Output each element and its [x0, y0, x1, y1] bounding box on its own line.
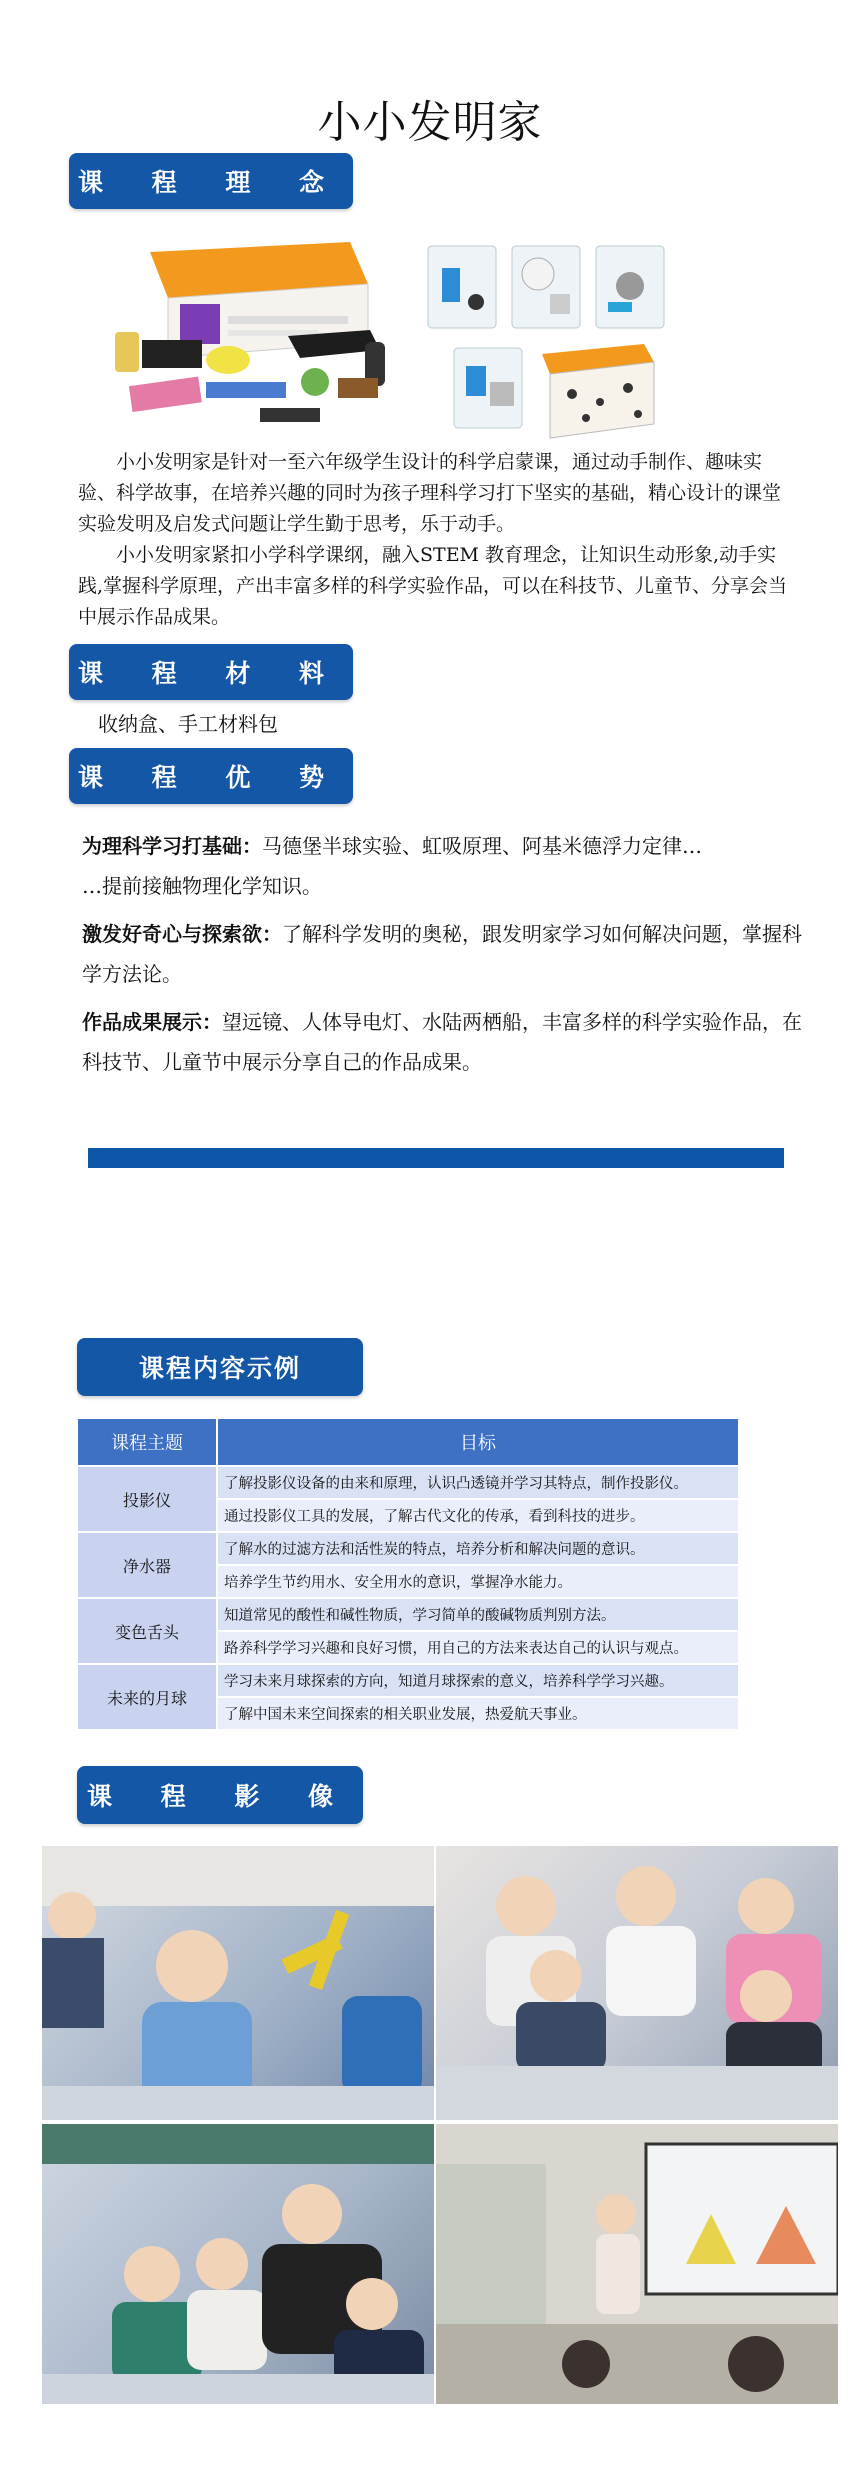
- section-concept-heading: 课 程 理 念: [69, 153, 353, 209]
- advantage-label: 激发好奇心与探索欲：: [82, 922, 282, 946]
- advantage-text: 了解科学发明的奥秘，跟发明家学习如何解决问题，掌握科学方法论。: [82, 922, 802, 986]
- advantage-item: [82, 866, 802, 906]
- table-topic: 未来的月球: [78, 1665, 216, 1729]
- table-goal: 培养学生节约用水、安全用水的意识，掌握净水能力。: [218, 1566, 738, 1597]
- materials-text: 收纳盒、手工材料包: [98, 712, 278, 736]
- classroom-photo: [436, 1846, 838, 2120]
- photo-scene: [42, 1846, 434, 2120]
- table-header-topic: 课程主题: [78, 1419, 216, 1465]
- advantage-text: 马德堡半球实验、虹吸原理、阿基米德浮力定律…: [262, 834, 702, 858]
- concept-text: [78, 447, 790, 633]
- table-topic: 投影仪: [78, 1467, 216, 1531]
- product-images: [110, 232, 750, 442]
- page-title: 小小发明家: [317, 97, 543, 148]
- table-header-goal: 目标: [218, 1419, 738, 1465]
- table-row: [78, 1467, 738, 1498]
- table-goal: 了解投影仪设备的由来和原理，认识凸透镜并学习其特点，制作投影仪。: [218, 1467, 738, 1498]
- table-goal: 了解水的过滤方法和活性炭的特点，培养分析和解决问题的意识。: [218, 1533, 738, 1564]
- concept-paragraph: 小小发明家是针对一至六年级学生设计的科学启蒙课，通过动手制作、趣味实验、科学故事，在培养兴趣的同时为孩子理科学习打下坚实的基础，精心设计的课堂实验发明及启发式问题让学生勤于思考，乐于动手。: [78, 451, 782, 535]
- section-photos-heading: 课 程 影 像: [77, 1766, 363, 1824]
- advantage-label: 作品成果展示：: [82, 1010, 222, 1034]
- table-row: [78, 1533, 738, 1564]
- section-materials-heading: 课 程 材 料: [69, 644, 353, 700]
- table-row: [78, 1599, 738, 1630]
- divider-bar: [88, 1148, 784, 1168]
- course-table: [76, 1417, 740, 1731]
- table-goal: 知道常见的酸性和碱性物质，学习简单的酸碱物质判别方法。: [218, 1599, 738, 1630]
- section-advantages-heading: 课 程 优 势: [69, 748, 353, 804]
- classroom-photo: [436, 2124, 838, 2404]
- table-row: [78, 1665, 738, 1696]
- advantage-text: 望远镜、人体导电灯、水陆两栖船，丰富多样的科学实验作品，在科技节、儿童节中展示分享自己的作品成果。: [82, 1010, 802, 1074]
- table-topic: 净水器: [78, 1533, 216, 1597]
- table-goal: 了解中国未来空间探索的相关职业发展，热爱航天事业。: [218, 1698, 738, 1729]
- advantage-label: 为理科学习打基础：: [82, 834, 262, 858]
- advantage-text: …提前接触物理化学知识。: [82, 874, 322, 898]
- advantages-list: [82, 826, 802, 1090]
- kit-illustration: [110, 232, 750, 442]
- table-goal: 路养科学学习兴趣和良好习惯，用自己的方法来表达自己的认识与观点。: [218, 1632, 738, 1663]
- advantage-item: [82, 1002, 802, 1082]
- table-topic: 变色舌头: [78, 1599, 216, 1663]
- table-goal: 通过投影仪工具的发展，了解古代文化的传承，看到科技的进步。: [218, 1500, 738, 1531]
- table-goal: 学习未来月球探索的方向，知道月球探索的意义，培养科学学习兴趣。: [218, 1665, 738, 1696]
- photo-scene: [436, 2124, 838, 2404]
- concept-paragraph: 小小发明家紧扣小学科学课纲，融入STEM 教育理念，让知识生动形象,动手实践,掌握科学原理，产出丰富多样的科学实验作品，可以在科技节、儿童节、分享会当中展示作品成果。: [78, 544, 788, 628]
- advantage-item: [82, 914, 802, 994]
- photo-scene: [42, 2124, 434, 2404]
- photo-scene: [436, 1846, 838, 2120]
- classroom-photo: [42, 1846, 434, 2120]
- section-content-heading: 课程内容示例: [77, 1338, 363, 1396]
- advantage-item: [82, 826, 802, 866]
- classroom-photo: [42, 2124, 434, 2404]
